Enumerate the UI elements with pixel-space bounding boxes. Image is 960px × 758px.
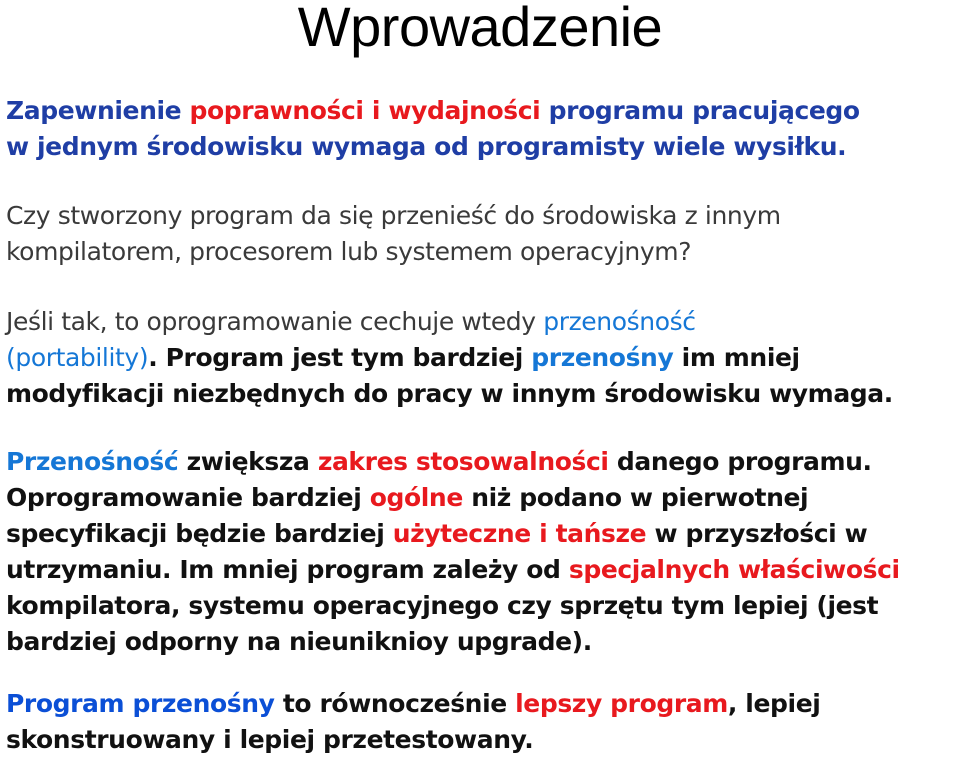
text: programu pracującego: [540, 96, 860, 125]
text: specyfikacji będzie bardziej: [6, 519, 393, 548]
line: [6, 304, 893, 340]
text: utrzymaniu. Im mniej program zależy od: [6, 555, 569, 584]
slide-title: Wprowadzenie: [297, 0, 663, 58]
line: skonstruowany i lepiej przetestowany.: [6, 725, 534, 754]
line: [6, 480, 900, 516]
highlight-red: poprawności i wydajności: [189, 96, 541, 125]
line: [6, 340, 893, 376]
line: modyfikacji niezbędnych do pracy w innym środowisku wymaga.: [6, 379, 893, 408]
line: Czy stworzony program da się przenieść do środowiska z innym: [6, 201, 781, 230]
highlight-blue: przenośność: [543, 307, 696, 336]
paragraph-question: [6, 198, 781, 270]
line: [6, 686, 820, 722]
line: [6, 93, 860, 129]
line: w jednym środowisku wymaga od programisty wiele wysiłku.: [6, 132, 847, 161]
text: Zapewnienie: [6, 96, 190, 125]
text: w przyszłości w: [646, 519, 868, 548]
text: danego programu.: [608, 447, 872, 476]
highlight-red: lepszy program: [515, 689, 728, 718]
highlight-red: specjalnych właściwości: [568, 555, 900, 584]
highlight-blue: Przenośność: [6, 447, 179, 476]
text: to równocześnie: [274, 689, 516, 718]
line: kompilatorem, procesorem lub systemem operacyjnym?: [6, 237, 692, 266]
paragraph-conclusion: [6, 686, 820, 758]
line: [6, 552, 900, 588]
line: [6, 444, 900, 480]
text-bold: . Program jest tym bardziej: [148, 343, 532, 372]
highlight-red: użyteczne i tańsze: [392, 519, 647, 548]
text: , lepiej: [727, 689, 821, 718]
text-bold: im mniej: [673, 343, 800, 372]
line: kompilatora, systemu operacyjnego czy sprzętu tym lepiej (jest: [6, 591, 879, 620]
line: bardziej odporny na nieuniknioy upgrade).: [6, 627, 592, 656]
highlight-blue: przenośny: [531, 343, 674, 372]
text: zwiększa: [178, 447, 318, 476]
text: Oprogramowanie bardziej: [6, 483, 370, 512]
paragraph-portability: [6, 304, 893, 412]
highlight-red: zakres stosowalności: [317, 447, 609, 476]
highlight-blue: (portability): [6, 343, 149, 372]
line: [6, 516, 900, 552]
text: Jeśli tak, to oprogramowanie cechuje wtedy: [6, 307, 544, 336]
highlight-red: ogólne: [369, 483, 463, 512]
paragraph-intro: [6, 93, 860, 165]
text: niż podano w pierwotnej: [462, 483, 809, 512]
highlight-blue: Program przenośny: [6, 689, 275, 718]
paragraph-scope: [6, 444, 900, 660]
